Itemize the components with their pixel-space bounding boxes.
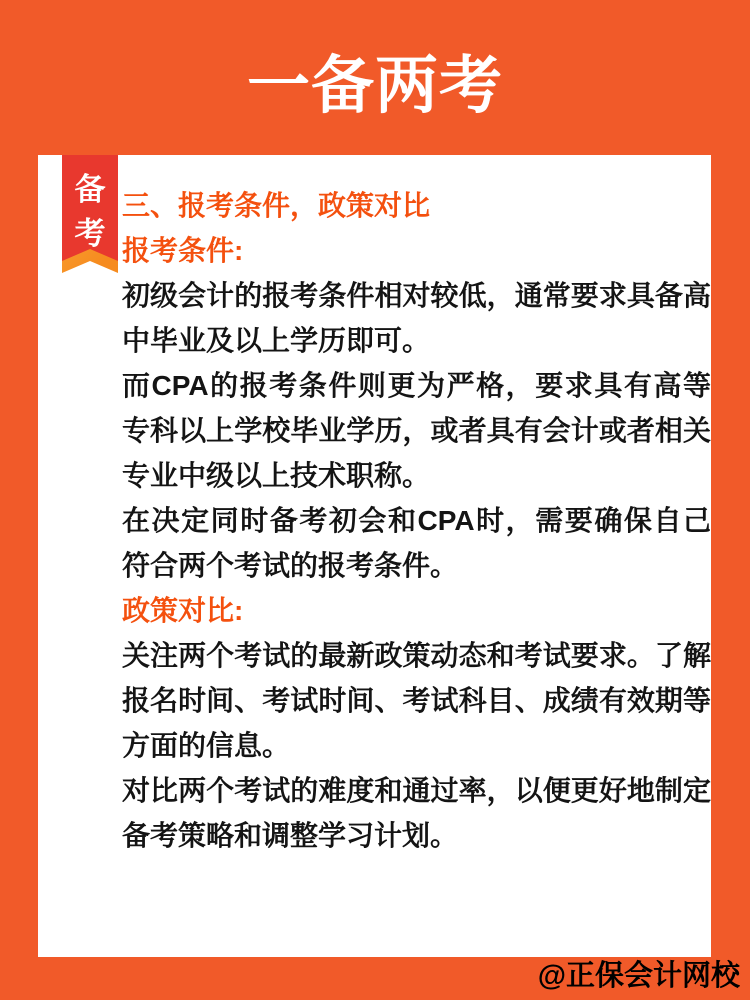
content-card [38, 155, 711, 957]
paragraph-dual-exam-eligibility: 在决定同时备考初会和CPA时，需要确保自己符合两个考试的报考条件。 [122, 505, 711, 581]
subheading-policy-comparison: 政策对比: [122, 595, 244, 626]
ribbon-char-1: 备 [74, 172, 106, 207]
paragraph-junior-accounting-requirements: 初级会计的报考条件相对较低，通常要求具备高中毕业及以上学历即可。 [122, 280, 711, 356]
ribbon-label [62, 168, 118, 256]
card-text-content [122, 183, 711, 858]
bookmark-ribbon [62, 155, 118, 273]
page-title: 一备两考 [247, 51, 503, 121]
paragraph-policy-updates: 关注两个考试的最新政策动态和考试要求。了解报名时间、考试时间、考试科目、成绩有效期等方面的信息。 [122, 640, 711, 761]
subheading-exam-requirements: 报考条件: [122, 235, 244, 266]
watermark-brand: @正保会计网校 [537, 960, 740, 992]
section-heading: 三、报考条件，政策对比 [122, 190, 431, 221]
ribbon-char-2: 考 [74, 216, 106, 251]
paragraph-difficulty-comparison: 对比两个考试的难度和通过率，以便更好地制定备考策略和调整学习计划。 [122, 775, 711, 851]
paragraph-cpa-requirements: 而CPA的报考条件则更为严格，要求具有高等专科以上学校毕业学历，或者具有会计或者相关专业中级以上技术职称。 [122, 370, 711, 491]
